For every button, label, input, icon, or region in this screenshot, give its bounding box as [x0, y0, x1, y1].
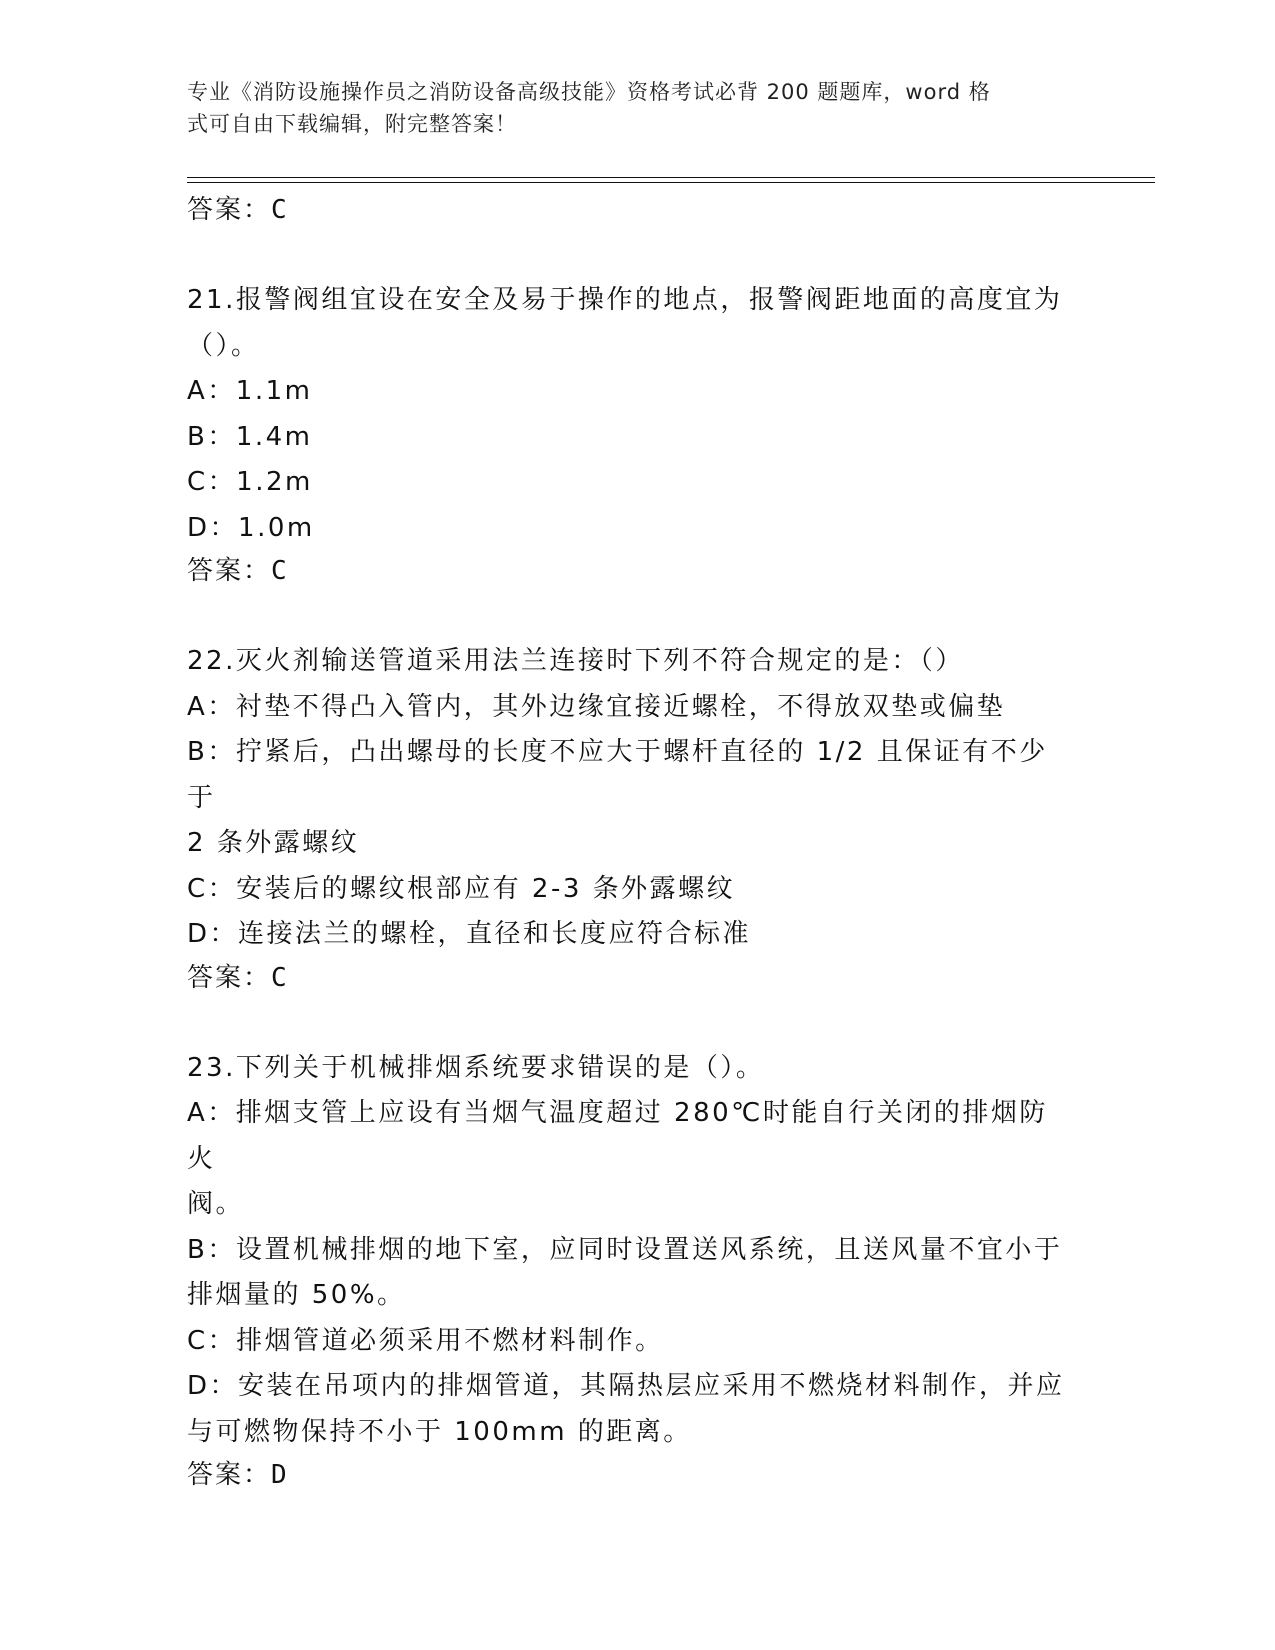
- header-divider-bottom: [187, 182, 1155, 183]
- question-23: [187, 1046, 1067, 1496]
- question-answer: [187, 551, 1067, 591]
- question-stem-line: 23.下列关于机械排烟系统要求错误的是（）。: [187, 1052, 765, 1083]
- question-answer: [187, 1455, 1067, 1495]
- question-22: [187, 639, 1067, 998]
- option-d: D：1.0m: [187, 512, 315, 543]
- question-stem-line: 22.灭火剂输送管道采用法兰连接时下列不符合规定的是：（）: [187, 646, 964, 676]
- option-b: B：1.4m: [187, 421, 313, 452]
- header-line-2: 式可自由下载编辑，附完整答案！: [187, 112, 517, 136]
- header-line-1: 专业《消防设施操作员之消防设备高级技能》资格考试必背 200 题题库，word 格: [187, 80, 991, 104]
- option-c: C：排烟管道必须采用不燃材料制作。: [187, 1325, 664, 1356]
- header-divider-top: [187, 177, 1155, 178]
- option-d: D：安装在吊项内的排烟管道，其隔热层应采用不燃烧材料制作，并应: [187, 1371, 1065, 1401]
- previous-answer: [187, 190, 1067, 230]
- option-b-continued: 2 条外露螺纹: [187, 828, 360, 858]
- question-answer: [187, 958, 1067, 998]
- option-b: B：设置机械排烟的地下室，应同时设置送风系统，且送风量不宜小于: [187, 1234, 1063, 1265]
- question-stem-line: 21.报警阀组宜设在安全及易于操作的地点，报警阀距地面的高度宜为: [187, 285, 1063, 315]
- question-21: [187, 278, 1067, 591]
- spacer: [187, 591, 1067, 639]
- answer-value: D: [271, 1460, 287, 1490]
- spacer: [187, 230, 1067, 278]
- option-a: A：1.1m: [187, 376, 313, 406]
- option-d: D：连接法兰的螺栓，直径和长度应符合标准: [187, 919, 752, 949]
- option-c: C：1.2m: [187, 467, 313, 497]
- answer-label: 答案：: [187, 962, 272, 993]
- answer-label: 答案：: [187, 556, 272, 586]
- option-a-continued: 阀。: [187, 1189, 245, 1219]
- answer-value: C: [271, 556, 287, 586]
- option-a: A：衬垫不得凸入管内，其外边缘宜接近螺栓，不得放双垫或偏垫: [187, 691, 1006, 722]
- option-a: A：排烟支管上应设有当烟气温度超过 280℃时能自行关闭的排烟防火: [187, 1098, 1048, 1174]
- option-b: B：拧紧后，凸出螺母的长度不应大于螺杆直径的 1/2 且保证有不少于: [187, 737, 1048, 813]
- answer-label: 答案：: [187, 1460, 272, 1490]
- document-header: [187, 76, 1067, 140]
- spacer: [187, 998, 1067, 1046]
- answer-value: C: [271, 962, 287, 993]
- option-d-continued: 与可燃物保持不小于 100mm 的距离。: [187, 1416, 692, 1447]
- option-c: C：安装后的螺纹根部应有 2-3 条外露螺纹: [187, 873, 736, 904]
- option-b-continued: 排烟量的 50%。: [187, 1280, 406, 1310]
- answer-label: 答案：: [187, 195, 272, 225]
- document-body: [187, 190, 1067, 1495]
- answer-value: C: [271, 195, 287, 225]
- question-stem-line: （）。: [187, 330, 260, 361]
